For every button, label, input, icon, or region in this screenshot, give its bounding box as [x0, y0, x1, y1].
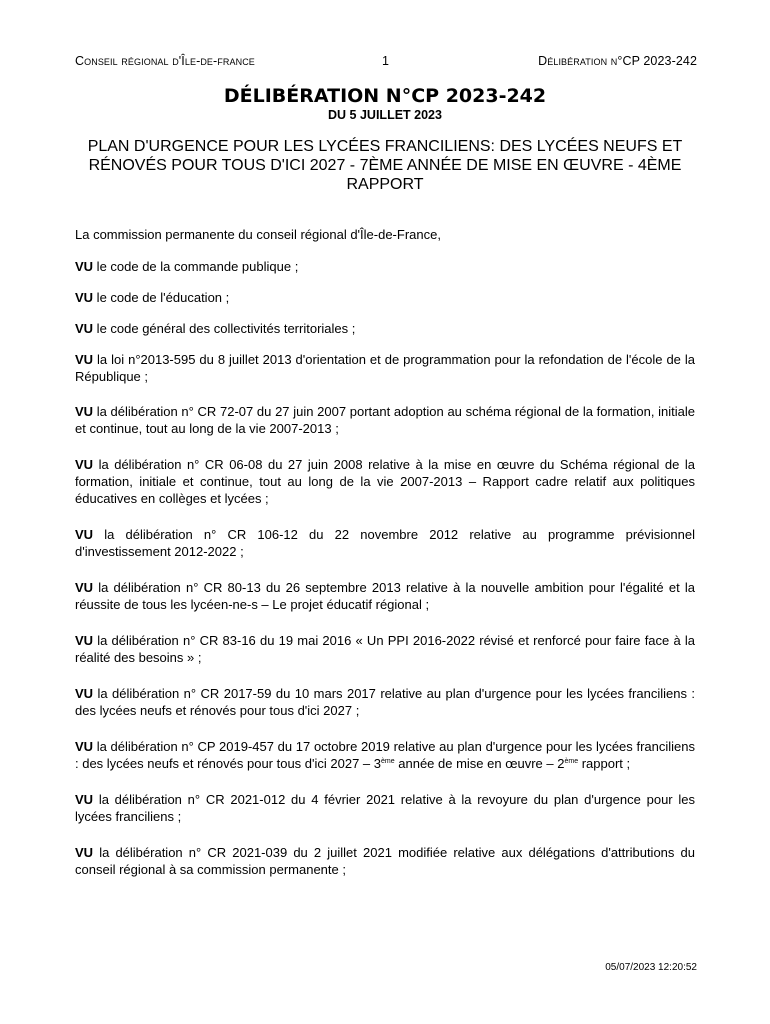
vu-text: la délibération n° CP 2019-457 du 17 octobre 2019 relative au plan d'urgence pour les lycées franciliens : des lycées neufs et rénovés pour tous d'ici 2027 – 3	[75, 739, 695, 771]
vu-paragraph	[75, 791, 695, 825]
vu-label: VU	[75, 321, 94, 336]
vu-text: la délibération n° CR 06-08 du 27 juin 2008 relative à la mise en œuvre du Schéma régional de la formation, initiale et continue, tout au long de la vie 2007-2013 – Rapport cadre relatif aux politiques éducatives en collèges et lycées ;	[75, 457, 695, 506]
ordinal-suffix: ème	[381, 758, 395, 765]
vu-text: le code de l'éducation ;	[93, 290, 230, 305]
vu-label: VU	[75, 686, 94, 701]
ordinal-suffix: ème	[564, 758, 579, 765]
vu-text: la loi n°2013-595 du 8 juillet 2013 d'orientation et de programmation pour la refondation de l'école de la République ;	[75, 352, 695, 384]
page-number: 1	[382, 54, 390, 68]
intro-paragraph: La commission permanente du conseil régional d'Île-de-France,	[75, 227, 441, 242]
vu-text: année de mise en œuvre – 2	[394, 756, 565, 771]
vu-text: la délibération n° CR 72-07 du 27 juin 2007 portant adoption au schéma régional de la formation, initiale et continue, tout au long de la vie 2007-2013 ;	[75, 404, 695, 436]
deliberation-subject: PLAN D'URGENCE POUR LES LYCÉES FRANCILIENS: DES LYCÉES NEUFS ET RÉNOVÉS POUR TOUS D'ICI 2027 - 7ÈME ANNÉE DE MISE EN ŒUVRE - 4ÈME RAPPORT	[87, 138, 683, 193]
vu-paragraph	[75, 632, 695, 666]
vu-text: la délibération n° CR 2021-012 du 4 février 2021 relative à la revoyure du plan d'urgence pour les lycées franciliens ;	[75, 792, 695, 824]
vu-text: le code de la commande publique ;	[93, 259, 299, 274]
vu-label: VU	[75, 527, 94, 542]
vu-text: la délibération n° CR 83-16 du 19 mai 2016 « Un PPI 2016-2022 révisé et renforcé pour faire face à la réalité des besoins » ;	[75, 633, 695, 665]
vu-paragraph	[75, 579, 695, 613]
vu-text: le code général des collectivités territoriales ;	[93, 321, 356, 336]
vu-paragraph	[75, 685, 695, 719]
vu-label: VU	[75, 792, 94, 807]
vu-text: la délibération n° CR 106-12 du 22 novembre 2012 relative au programme prévisionnel d'investissement 2012-2022 ;	[75, 527, 695, 559]
vu-text: la délibération n° CR 80-13 du 26 septembre 2013 relative à la nouvelle ambition pour l'égalité et la réussite de tous les lycéen-ne-s – Le projet éducatif régional ;	[75, 580, 695, 612]
page-title: DÉLIBÉRATION N°CP 2023-242	[223, 85, 547, 107]
vu-label: VU	[75, 290, 94, 305]
vu-paragraph	[75, 258, 695, 275]
vu-label: VU	[75, 259, 94, 274]
vu-label: VU	[75, 633, 94, 648]
header-left: Conseil régional d'Île-de-france	[75, 54, 255, 68]
vu-label: VU	[75, 739, 94, 754]
vu-paragraph	[75, 351, 695, 385]
vu-text: rapport ;	[578, 756, 631, 771]
vu-label: VU	[75, 580, 94, 595]
vu-paragraph	[75, 526, 695, 560]
header-right: Délibération n°CP 2023-242	[538, 54, 697, 68]
vu-label: VU	[75, 845, 94, 860]
document-body	[75, 226, 695, 878]
footer-timestamp: 05/07/2023 12:20:52	[605, 962, 697, 973]
vu-text: la délibération n° CR 2021-039 du 2 juillet 2021 modifiée relative aux délégations d'attributions du conseil régional à sa commission permanente ;	[75, 845, 695, 877]
vu-paragraph	[75, 289, 695, 306]
vu-label: VU	[75, 352, 94, 367]
deliberation-date: DU 5 JUILLET 2023	[328, 108, 442, 122]
vu-paragraph	[75, 403, 695, 437]
vu-text: la délibération n° CR 2017-59 du 10 mars 2017 relative au plan d'urgence pour les lycées franciliens : des lycées neufs et rénovés pour tous d'ici 2027 ;	[75, 686, 695, 718]
vu-label: VU	[75, 457, 94, 472]
vu-paragraph	[75, 844, 695, 878]
vu-label: VU	[75, 404, 94, 419]
vu-paragraph	[75, 738, 695, 772]
vu-paragraph	[75, 456, 695, 507]
vu-paragraph	[75, 320, 695, 337]
